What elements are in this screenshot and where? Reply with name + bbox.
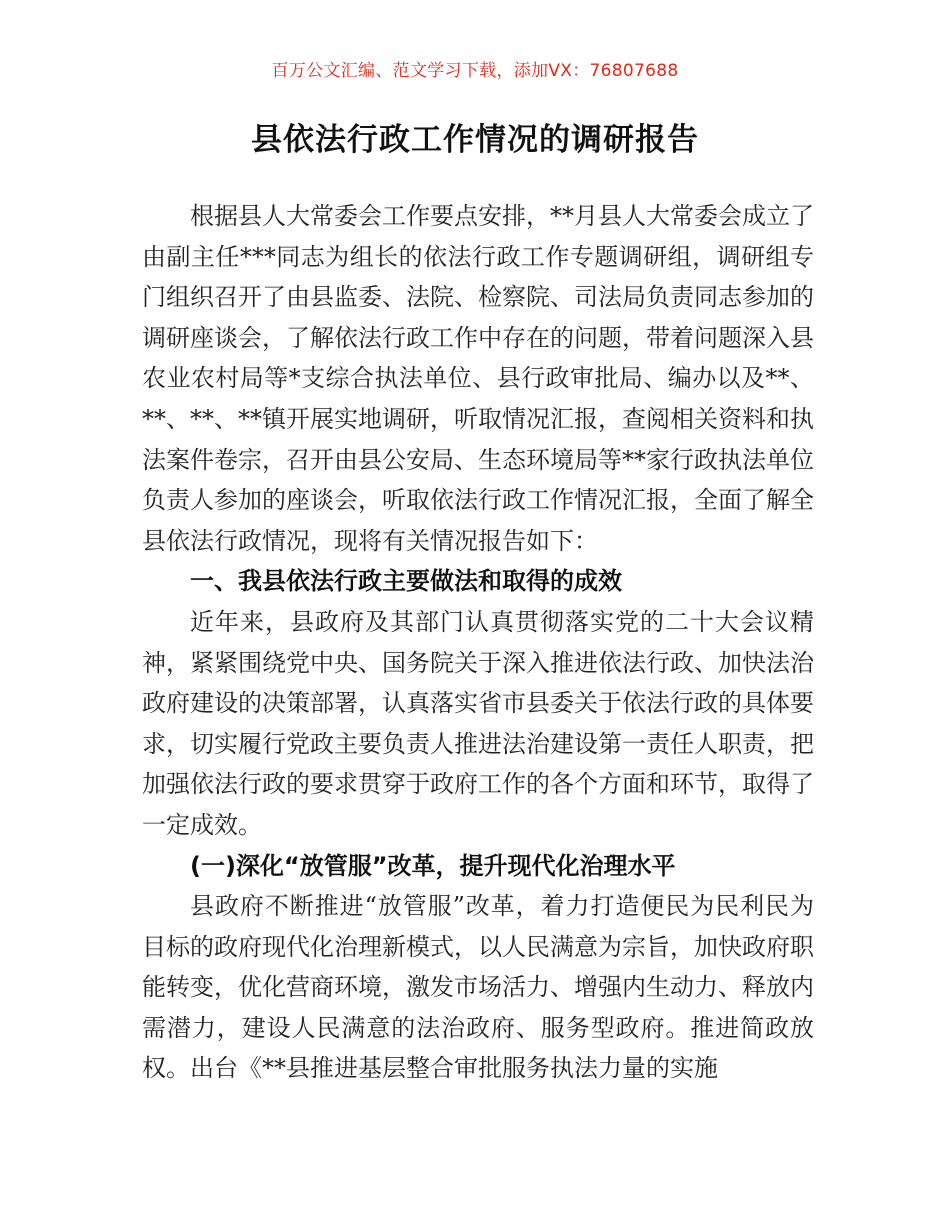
paragraph-section-1: 近年来，县政府及其部门认真贯彻落实党的二十大会议精神，紧紧围绕党中央、国务院关于深入推进依法行政、加快法治政府建设的决策部署，认真落实省市县委关于依法行政的具体要求，切实履行党政主要负责人推进法治建设第一责任人职责，把加强依法行政的要求贯穿于政府工作的各个方面和环节，取得了一定成效。 — [142, 607, 814, 839]
paragraph-intro: 根据县人大常委会工作要点安排，**月县人大常委会成立了由副主任***同志为组长的依法行政工作专题调研组，调研组专门组织召开了由县监委、法院、检察院、司法局负责同志参加的调研座谈会，了解依法行政工作中存在的问题，带着问题深入县农业农村局等*支综合执法单位、县行政审批局、编办以及**、**、**、**镇开展实地调研，听取情况汇报，查阅相关资料和执法案件卷宗，召开由县公安局、生态环境局等**家行政执法单位负责人参加的座谈会，听取依法行政工作情况汇报，全面了解全县依法行政情况，现将有关情况报告如下： — [142, 202, 814, 555]
subsection-heading-1: (一)深化“放管服”改革，提升现代化治理水平 — [190, 851, 676, 880]
watermark-text: 百万公文汇编、范文学习下载，添加VX：76807688 — [271, 61, 679, 81]
section-heading-1: 一、我县依法行政主要做法和取得的成效 — [190, 567, 622, 596]
document-body — [142, 196, 814, 1089]
page-title: 县依法行政工作情况的调研报告 — [251, 122, 699, 158]
paragraph-subsection-1: 县政府不断推进“放管服”改革，着力打造便民为民利民为目标的政府现代化治理新模式，以人民满意为宗旨，加快政府职能转变，优化营商环境，激发市场活力、增强内生动力、释放内需潜力，建设人民满意的法治政府、服务型政府。推进简政放权。出台《**县推进基层整合审批服务执法力量的实施 — [142, 892, 814, 1083]
